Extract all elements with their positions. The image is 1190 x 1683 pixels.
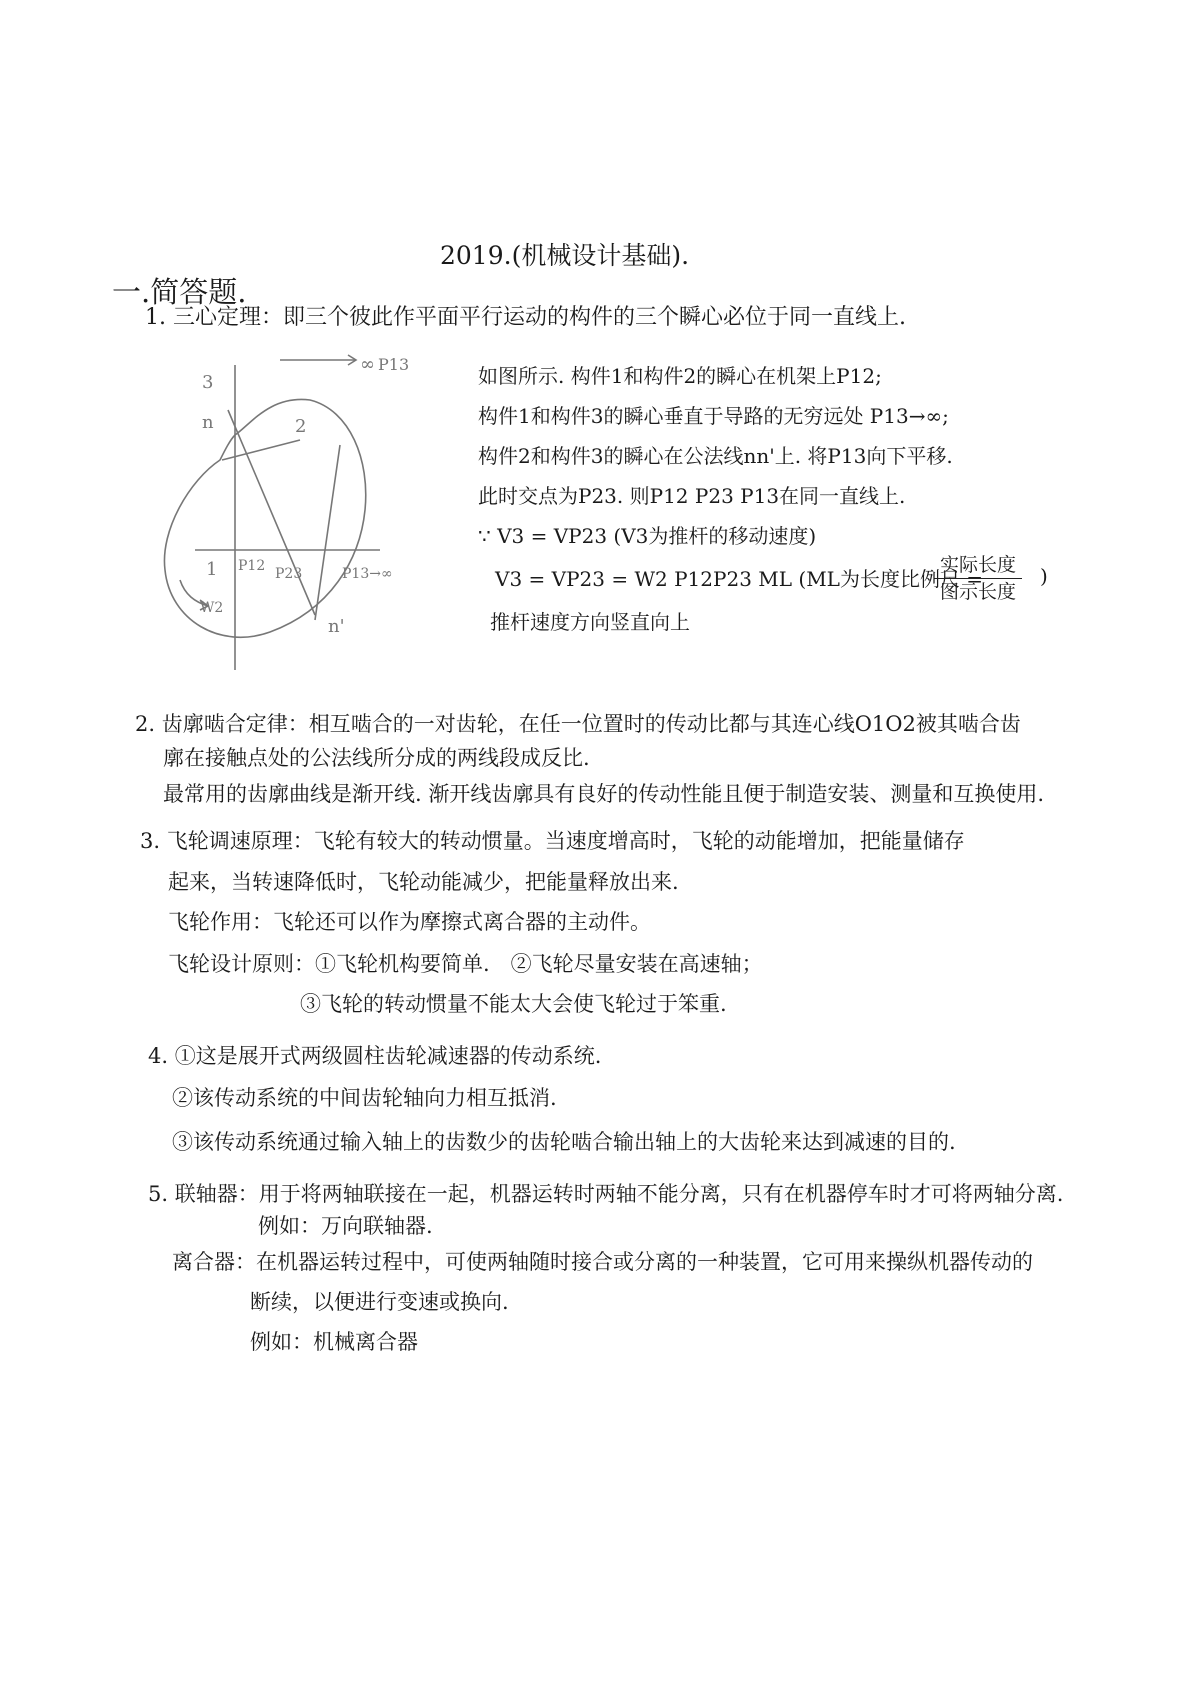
fraction-denominator: 图示长度 bbox=[940, 581, 1017, 603]
q2-line-2: 廓在接触点处的公法线所分成的两线段成反比. bbox=[163, 746, 590, 770]
normal-line bbox=[228, 410, 315, 615]
tangent-line bbox=[222, 440, 300, 460]
label-n: n bbox=[202, 412, 214, 433]
section-heading: 一.简答题. bbox=[112, 275, 247, 309]
label-p23: P23 bbox=[275, 566, 303, 582]
q1-note-3: 构件2和构件3的瞬心在公法线nn'上. 将P13向下平移. bbox=[478, 444, 953, 468]
q3-line-1: 3. 飞轮调速原理：飞轮有较大的转动惯量。当速度增高时，飞轮的动能增加，把能量储存 bbox=[140, 829, 965, 853]
q1-note-5: ∵ V3 = VP23 (V3为推杆的移动速度) bbox=[478, 524, 817, 548]
q4-line-2: ②该传动系统的中间齿轮轴向力相互抵消. bbox=[172, 1086, 557, 1110]
fraction-numerator: 实际长度 bbox=[934, 552, 1022, 579]
q1-note-6: V3 = VP23 = W2 P12P23 ML (ML为长度比例尺 = bbox=[495, 567, 984, 591]
label-p12: P12 bbox=[238, 558, 266, 574]
scale-fraction bbox=[934, 552, 1022, 605]
q3-line-2: 起来，当转速降低时，飞轮动能减少，把能量释放出来. bbox=[168, 870, 679, 894]
q5-line-1: 5. 联轴器：用于将两轴联接在一起，机器运转时两轴不能分离，只有在机器停车时才可将两轴分离. bbox=[148, 1182, 1064, 1206]
q5-line-5: 例如：机械离合器 bbox=[250, 1330, 418, 1354]
label-3: 3 bbox=[202, 372, 214, 393]
q1-note-4: 此时交点为P23. 则P12 P23 P13在同一直线上. bbox=[478, 484, 906, 508]
label-infinity: ∞ bbox=[360, 354, 375, 375]
q3-line-5: ③飞轮的转动惯量不能太大会使飞轮过于笨重. bbox=[300, 992, 727, 1016]
q3-line-3: 飞轮作用：飞轮还可以作为摩擦式离合器的主动件。 bbox=[168, 910, 651, 934]
fraction-close: ) bbox=[1040, 564, 1048, 588]
q1-note-2: 构件1和构件3的瞬心垂直于导路的无穷远处 P13→∞; bbox=[478, 404, 949, 428]
page-title: 2019.(机械设计基础). bbox=[440, 241, 690, 270]
label-2: 2 bbox=[295, 416, 307, 437]
label-p13-bottom: P13→∞ bbox=[342, 566, 393, 582]
q1-note-1: 如图所示. 构件1和构件2的瞬心在机架上P12; bbox=[478, 364, 882, 388]
q4-line-1: 4. ①这是展开式两级圆柱齿轮减速器的传动系统. bbox=[148, 1044, 602, 1068]
q1-line: 1. 三心定理：即三个彼此作平面平行运动的构件的三个瞬心必位于同一直线上. bbox=[145, 305, 906, 330]
q5-line-2: 例如：万向联轴器. bbox=[258, 1214, 433, 1238]
label-n-prime: n' bbox=[328, 616, 345, 637]
q4-line-3: ③该传动系统通过输入轴上的齿数少的齿轮啮合输出轴上的大齿轮来达到减速的目的. bbox=[172, 1130, 956, 1154]
q1-note-7: 推杆速度方向竖直向上 bbox=[490, 610, 690, 634]
q3-line-4: 飞轮设计原则：①飞轮机构要简单. ②飞轮尽量安装在高速轴； bbox=[168, 952, 763, 976]
q2-line-1: 2. 齿廓啮合定律：相互啮合的一对齿轮，在任一位置时的传动比都与其连心线O1O2被其啮合齿 bbox=[135, 712, 1021, 736]
label-w2: W2 bbox=[200, 600, 224, 616]
cam-outline bbox=[164, 399, 365, 637]
q5-line-3: 离合器：在机器运转过程中，可使两轴随时接合或分离的一种装置，它可用来操纵机器传动的 bbox=[172, 1250, 1033, 1274]
q5-line-4: 断续，以便进行变速或换向. bbox=[250, 1290, 509, 1314]
mechanism-diagram bbox=[160, 354, 410, 680]
q2-line-3: 最常用的齿廓曲线是渐开线. 渐开线齿廓具有良好的传动性能且便于制造安装、测量和互换使用. bbox=[163, 782, 1045, 806]
label-1: 1 bbox=[206, 559, 218, 580]
label-p13-top: P13 bbox=[378, 355, 410, 374]
